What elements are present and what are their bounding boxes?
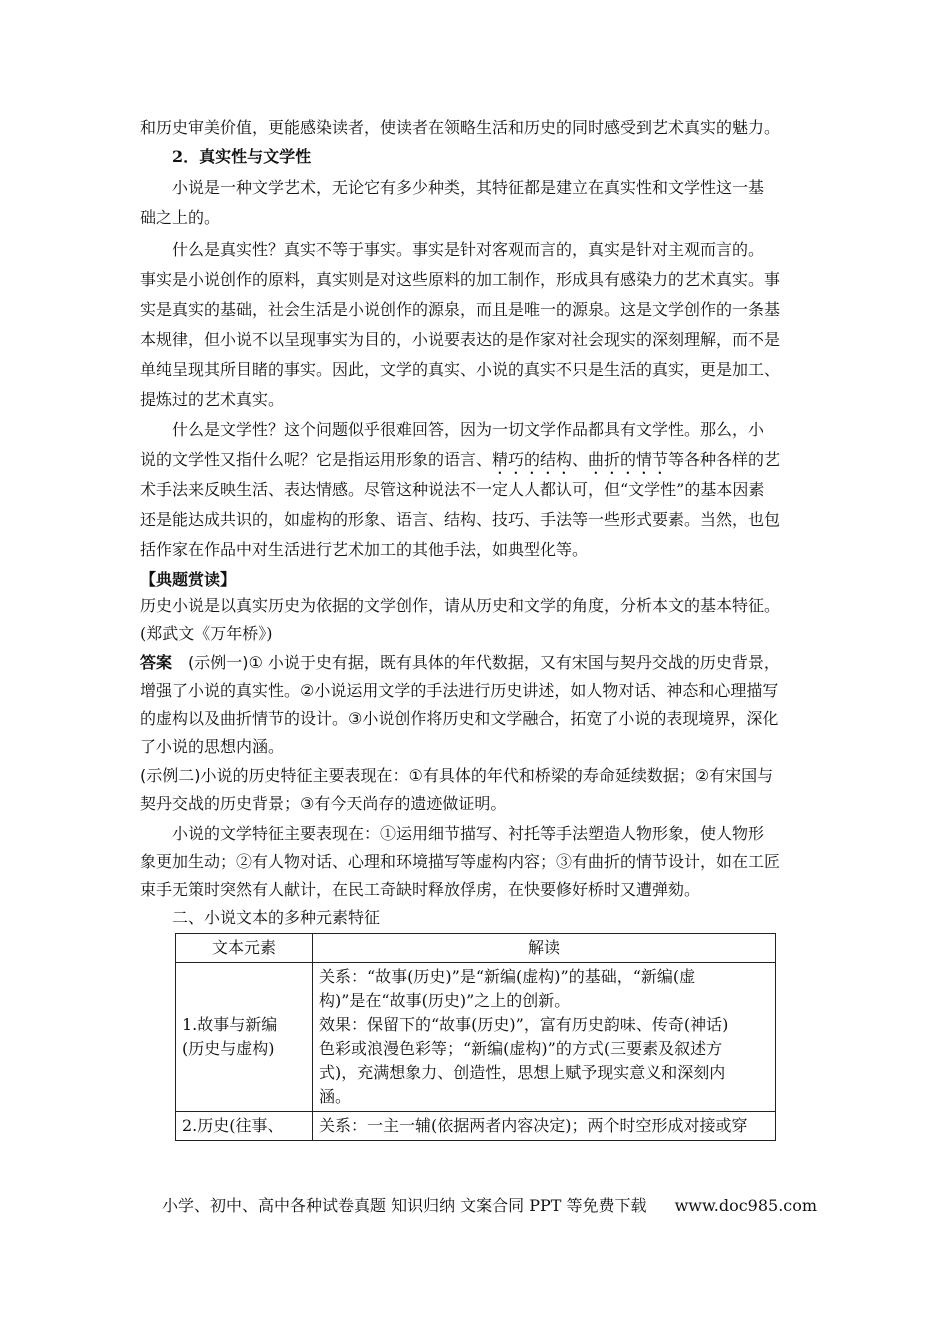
paragraph-line: 术手法来反映生活、表达情感。尽管这种说法不一定人人都认可，但“文学性”的基本因素 bbox=[140, 480, 765, 499]
paragraph-line: 实是真实的基础，社会生活是小说创作的源泉，而且是唯一的源泉。这是文学创作的一条基 bbox=[140, 300, 781, 319]
cell-line: 式)，充满想象力、创造性，思想上赋予现实意义和深刻内 bbox=[319, 1063, 726, 1082]
answer-line: 增强了小说的真实性。②小说运用文学的手法进行历史讲述，如人物对话、神态和心理描写 bbox=[140, 681, 779, 700]
table-cell-interpretation bbox=[313, 963, 776, 1112]
cell-line: 1.故事与新编 bbox=[182, 1015, 278, 1034]
footer-url: www.doc985.com bbox=[674, 1196, 818, 1215]
paragraph-line: 括作家在作品中对生活进行艺术加工的其他手法，如典型化等。 bbox=[140, 540, 589, 559]
paragraph-line: 提炼过的艺术真实。 bbox=[140, 390, 285, 409]
question-line: 历史小说是以真实历史为依据的文学创作，请从历史和文学的角度，分析本文的基本特征。 bbox=[140, 596, 781, 615]
answer-line bbox=[140, 653, 820, 673]
question-source: (郑武文《万年桥》) bbox=[140, 624, 273, 643]
table-row bbox=[176, 1112, 776, 1141]
cell-line: 构)”是在“故事(历史)”之上的创新。 bbox=[319, 991, 571, 1010]
table-cell-element: 2.历史(往事、 bbox=[176, 1112, 313, 1141]
section-heading: 二、小说文本的多种元素特征 bbox=[172, 908, 381, 927]
answer-label: 答案 bbox=[140, 653, 173, 672]
table-header-cell: 解读 bbox=[313, 934, 776, 963]
elements-table bbox=[175, 933, 776, 1141]
table-header-row bbox=[176, 934, 776, 963]
subheading-authenticity-literariness: 2．真实性与文学性 bbox=[172, 147, 312, 166]
paragraph-line: 什么是真实性？真实不等于事实。事实是针对客观而言的，真实是针对主观而言的。 bbox=[172, 240, 765, 259]
emphasized-text: 精巧的结构、曲折的情节 bbox=[492, 450, 669, 469]
cell-line: (历史与虚构) bbox=[182, 1039, 275, 1058]
page-footer bbox=[162, 1193, 817, 1216]
answer-text: (示例一)① 小说于史有据，既有具体的年代数据，又有宋国与契丹交战的历史背景， bbox=[188, 653, 780, 672]
example-label: 【典题赏读】 bbox=[140, 570, 237, 589]
table-cell-element bbox=[176, 963, 313, 1112]
paragraph-line: 小说是一种文学艺术，无论它有多少种类，其特征都是建立在真实性和文学性这一基 bbox=[172, 178, 765, 197]
cell-line: 效果：保留下的“故事(历史)”，富有历史韵味、传奇(神话) bbox=[319, 1015, 729, 1034]
paragraph-continuation: 和历史审美价值，更能感染读者，使读者在领略生活和历史的同时感受到艺术真实的魅力。 bbox=[140, 118, 781, 137]
answer-line: (示例二)小说的历史特征主要表现在：①有具体的年代和桥梁的寿命延续数据；②有宋国与 bbox=[140, 766, 774, 785]
footer-text: 小学、初中、高中各种试卷真题 知识归纳 文案合同 PPT 等免费下载 bbox=[162, 1196, 647, 1215]
cell-line: 色彩或浪漫色彩等；“新编(虚构)”的方式(三要素及叙述方 bbox=[319, 1039, 723, 1058]
paragraph-line: 什么是文学性？这个问题似乎很难回答，因为一切文学作品都具有文学性。那么，小 bbox=[172, 420, 765, 439]
paragraph-line: 事实是小说创作的原料，真实则是对这些原料的加工制作，形成具有感染力的艺术真实。事 bbox=[140, 270, 781, 289]
paragraph-line: 小说的文学特征主要表现在：①运用细节描写、衬托等手法塑造人物形象，使人物形 bbox=[172, 824, 765, 843]
table-cell-interpretation: 关系：一主一辅(依据两者内容决定)；两个时空形成对接或穿 bbox=[313, 1112, 776, 1141]
cell-line: 涵。 bbox=[319, 1087, 352, 1106]
paragraph-line: 束手无策时突然有人献计，在民工奇缺时释放俘虏，在快要修好桥时又遭弹劾。 bbox=[140, 880, 701, 899]
paragraph-line: 单纯呈现其所目睹的事实。因此，文学的真实、小说的真实不只是生活的真实，更是加工、 bbox=[140, 360, 781, 379]
paragraph-line: 础之上的。 bbox=[140, 208, 221, 227]
paragraph-line: 还是能达成共识的，如虚构的形象、语言、结构、技巧、手法等一些形式要素。当然，也包 bbox=[140, 510, 781, 529]
answer-line: 契丹交战的历史背景；③有今天尚存的遗迹做证明。 bbox=[140, 794, 507, 813]
answer-line: 的虚构以及曲折情节的设计。③小说创作将历史和文学融合，拓宽了小说的表现境界，深化 bbox=[140, 709, 779, 728]
cell-line: 关系：“故事(历史)”是“新编(虚构)”的基础，“新编(虚 bbox=[319, 967, 696, 986]
paragraph-line: 象更加生动；②有人物对话、心理和环境描写等虚构内容；③有曲折的情节设计，如在工匠 bbox=[140, 852, 781, 871]
table-row bbox=[176, 963, 776, 1112]
table-header-cell: 文本元素 bbox=[176, 934, 313, 963]
text-span: 等各种各样的艺 bbox=[668, 450, 781, 469]
paragraph-line bbox=[140, 450, 820, 478]
paragraph-line: 本规律，但小说不以呈现事实为目的，小说要表达的是作家对社会现实的深刻理解，而不是 bbox=[140, 330, 781, 349]
text-span: 说的文学性又指什么呢？它是指运用形象的语言、 bbox=[140, 450, 493, 469]
answer-line: 了小说的思想内涵。 bbox=[140, 737, 285, 756]
